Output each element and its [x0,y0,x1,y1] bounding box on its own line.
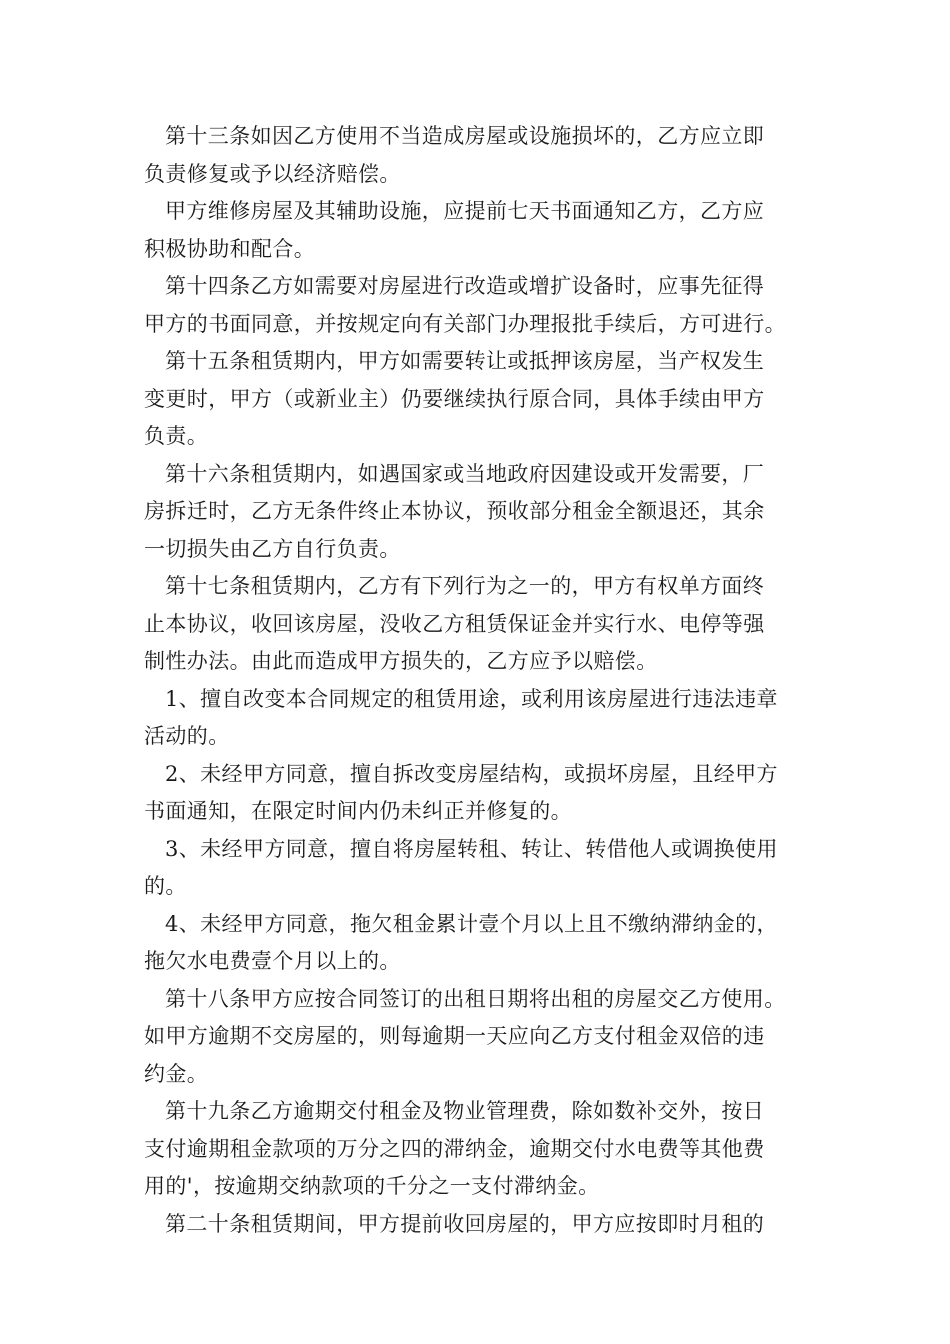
paragraph-article-17 [144,568,814,681]
list-item-1 [144,681,814,756]
text-line: 负责。 [144,424,209,448]
text-line: 第十八条甲方应按合同签订的出租日期将出租的房屋交乙方使用。 [165,986,786,1011]
text-line: 活动的。 [144,724,230,748]
text-line: 甲方的书面同意，并按规定向有关部门办理报批手续后，方可进行。 [144,311,786,336]
text-line: 书面通知，在限定时间内仍未纠正并修复的。 [144,799,572,823]
text-line: 第十七条租赁期内，乙方有下列行为之一的，甲方有权单方面终 [165,574,765,598]
list-item-4 [144,906,814,981]
text-line: 的。 [144,874,187,898]
paragraph-article-16 [144,456,814,569]
text-line: 2、未经甲方同意，擅自拆改变房屋结构，或损坏房屋，且经甲方 [165,761,778,786]
document-body [144,118,814,1243]
paragraph-article-19 [144,1093,814,1206]
paragraph-repair-notice [144,193,814,268]
text-line: 房拆迁时，乙方无条件终止本协议，预收部分租金全额退还，其余 [144,499,765,523]
text-line: 第十四条乙方如需要对房屋进行改造或增扩设备时，应事先征得 [165,274,765,298]
paragraph-article-13 [144,118,814,193]
text-line: 第十六条租赁期内，如遇国家或当地政府因建设或开发需要，厂 [165,461,765,486]
paragraph-article-18 [144,981,814,1094]
text-line: 3、未经甲方同意，擅自将房屋转租、转让、转借他人或调换使用 [165,836,778,861]
paragraph-article-20 [144,1206,814,1244]
text-line: 1、擅自改变本合同规定的租赁用途，或利用该房屋进行违法违章 [165,686,778,711]
text-line: 制性办法。由此而造成甲方损失的，乙方应予以赔偿。 [144,649,658,673]
text-line: 拖欠水电费壹个月以上的。 [144,949,401,973]
text-line: 止本协议，收回该房屋，没收乙方租赁保证金并实行水、电停等强 [144,611,765,636]
list-item-3 [144,831,814,906]
text-line: 约金。 [144,1061,209,1086]
text-line: 一切损失由乙方自行负责。 [144,536,401,561]
text-line: 第二十条租赁期间，甲方提前收回房屋的，甲方应按即时月租的 [165,1211,765,1236]
text-line: 甲方维修房屋及其辅助设施，应提前七天书面通知乙方，乙方应 [165,199,765,223]
text-line: 4、未经甲方同意，拖欠租金累计壹个月以上且不缴纳滞纳金的， [165,911,778,936]
text-line: 第十九条乙方逾期交付租金及物业管理费，除如数补交外，按日 [165,1099,765,1123]
list-item-2 [144,756,814,831]
text-line: 第十五条租赁期内，甲方如需要转让或抵押该房屋，当产权发生 [165,349,765,373]
paragraph-article-15 [144,343,814,456]
paragraph-article-14 [144,268,814,343]
text-line: 第十三条如因乙方使用不当造成房屋或设施损坏的，乙方应立即 [165,124,765,148]
text-line: 如甲方逾期不交房屋的，则每逾期一天应向乙方支付租金双倍的违 [144,1024,765,1048]
text-line: 用的'，按逾期交纳款项的千分之一支付滞纳金。 [144,1174,600,1198]
text-line: 积极协助和配合。 [144,236,316,261]
text-line: 支付逾期租金款项的万分之四的滞纳金，逾期交付水电费等其他费 [144,1136,765,1161]
text-line: 负责修复或予以经济赔偿。 [144,161,401,186]
text-line: 变更时，甲方（或新业主）仍要继续执行原合同，具体手续由甲方 [144,386,765,411]
